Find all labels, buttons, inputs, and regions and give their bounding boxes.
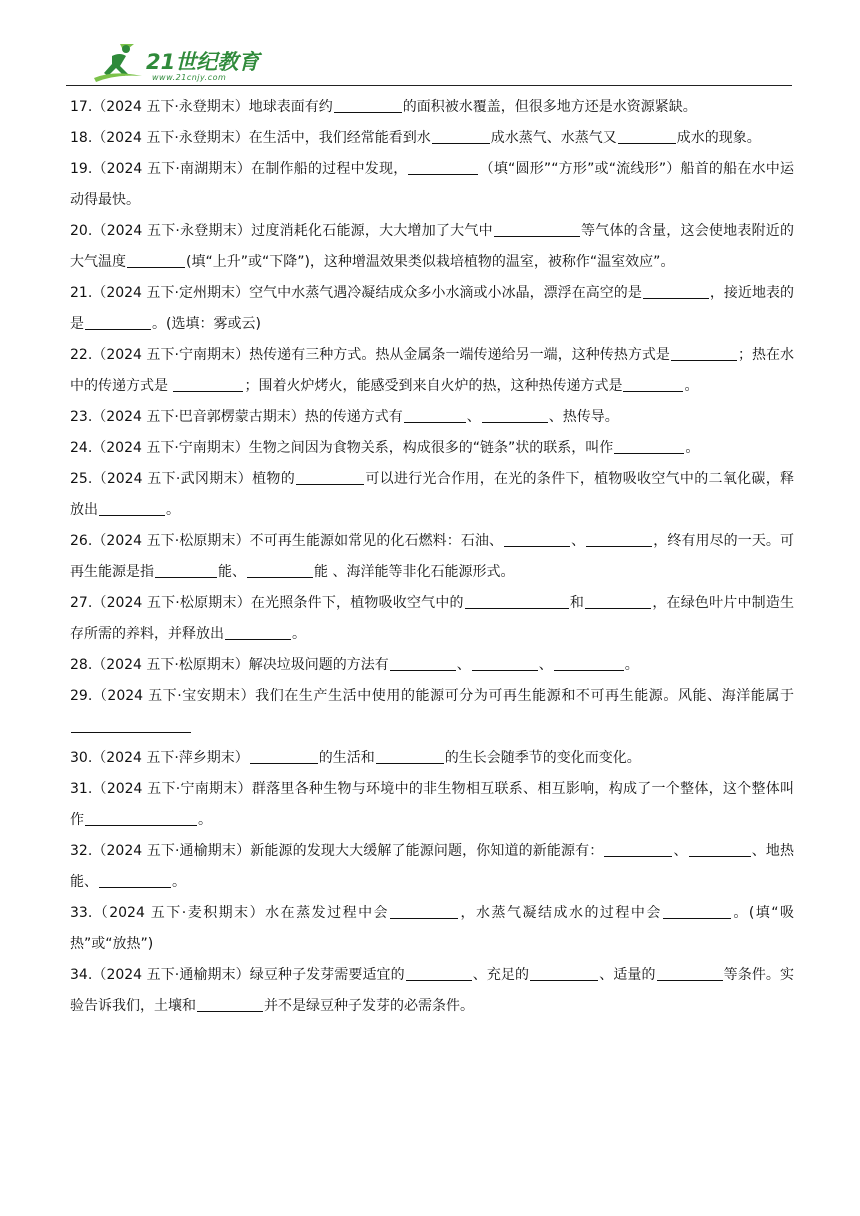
answer-blank[interactable] <box>614 439 684 454</box>
question-number: 32. <box>70 843 93 859</box>
question-number: 25. <box>70 471 93 487</box>
question-number: 33. <box>70 905 93 921</box>
question-text: 。 <box>198 812 212 828</box>
question-23 <box>70 402 794 433</box>
question-text: 、 <box>571 533 586 549</box>
page-header <box>66 38 792 88</box>
question-text: 、适量的 <box>599 967 656 983</box>
question-text: 等条件。实验告诉我们，土壤和 <box>70 967 795 1014</box>
answer-blank[interactable] <box>494 222 580 237</box>
question-source: （2024 五下·宁南期末） <box>92 781 252 797</box>
question-text: 过度消耗化石能源，大大增加了大气中 <box>251 223 493 239</box>
question-text: ，接近地表的是 <box>70 285 795 332</box>
question-text: 成水的现象。 <box>676 130 761 146</box>
answer-blank[interactable] <box>155 563 217 578</box>
question-27 <box>70 588 794 650</box>
question-text: ；围着火炉烤火，能感受到来自火炉的热，这种热传递方式是 <box>244 378 623 394</box>
question-source: （2024 五下·宁南期末） <box>92 347 250 363</box>
logo <box>90 40 260 86</box>
question-text: (填“上升”或“下降”)，这种增温效果类似栽培植物的温室，被称作“温室效应”。 <box>186 254 675 270</box>
question-text: 能 、海洋能等非化石能源形式。 <box>314 564 515 580</box>
question-20 <box>70 216 794 278</box>
answer-blank[interactable] <box>127 253 185 268</box>
question-text: 。 <box>624 657 639 673</box>
question-text: 解决垃圾问题的方法有 <box>248 657 389 673</box>
question-source: （2024 五下·松原期末） <box>92 533 250 549</box>
question-text: 、地热能、 <box>70 843 795 890</box>
question-text: （填“圆形”“方形”或“流线形”）船首的船在水中运动得最快。 <box>70 161 794 208</box>
question-text: 。 <box>172 874 186 890</box>
answer-blank[interactable] <box>71 718 191 733</box>
question-text: 、热传导。 <box>548 409 619 425</box>
question-17 <box>70 92 794 123</box>
question-33 <box>70 898 794 960</box>
question-26 <box>70 526 794 588</box>
question-text: 等气体的含量，这会使地表附近的大气温度 <box>70 223 795 270</box>
question-text: 热的传递方式有 <box>304 409 403 425</box>
question-number: 21. <box>70 285 93 301</box>
answer-blank[interactable] <box>296 470 364 485</box>
answer-blank[interactable] <box>390 904 458 919</box>
answer-blank[interactable] <box>247 563 313 578</box>
answer-blank[interactable] <box>472 656 538 671</box>
answer-blank[interactable] <box>465 594 569 609</box>
answer-blank[interactable] <box>376 749 444 764</box>
answer-blank[interactable] <box>643 284 709 299</box>
question-text: ；热在水中的传递方式是 <box>70 347 795 394</box>
answer-blank[interactable] <box>99 873 171 888</box>
answer-blank[interactable] <box>554 656 624 671</box>
question-source: （2024 五下·通榆期末） <box>92 843 251 859</box>
question-text: 。(选填：雾或云) <box>152 316 261 332</box>
question-text: 、 <box>673 843 688 859</box>
question-30 <box>70 743 794 774</box>
runner-icon <box>90 40 146 84</box>
question-text: 、 <box>456 657 471 673</box>
question-34 <box>70 960 794 1022</box>
question-text: 、充足的 <box>472 967 530 983</box>
question-text: 。 <box>166 502 180 518</box>
question-text: ，在绿色叶片中制造生存所需的养料，并释放出 <box>70 595 795 642</box>
question-number: 29. <box>70 688 93 704</box>
question-number: 19. <box>70 161 93 177</box>
question-number: 18. <box>70 130 93 146</box>
answer-blank[interactable] <box>408 160 478 175</box>
question-text: 的生长会随季节的变化而变化。 <box>444 750 641 766</box>
question-text: 。 <box>684 378 699 394</box>
question-text: 植物的 <box>252 471 296 487</box>
question-text: 空气中水蒸气遇冷凝结成众多小水滴或小冰晶，漂浮在高空的是 <box>249 285 642 301</box>
question-24 <box>70 433 794 464</box>
question-21 <box>70 278 794 340</box>
question-source: （2024 五下·武冈期末） <box>92 471 253 487</box>
question-text: 。 <box>685 440 700 456</box>
question-source: （2024 五下·宝安期末） <box>92 688 256 704</box>
answer-blank[interactable] <box>197 997 263 1012</box>
question-text: 能、 <box>218 564 246 580</box>
answer-blank[interactable] <box>604 842 672 857</box>
logo-url: www.21cnjy.com <box>152 73 227 82</box>
answer-blank[interactable] <box>671 346 737 361</box>
question-text: 在制作船的过程中发现， <box>251 161 408 177</box>
question-text: 。(填“吸热”或“放热”) <box>70 905 795 952</box>
question-number: 28. <box>70 657 93 673</box>
question-text: 新能源的发现大大缓解了能源问题，你知道的新能源有： <box>250 843 604 859</box>
question-number: 23. <box>70 409 93 425</box>
question-text: 绿豆种子发芽需要适宜的 <box>249 967 405 983</box>
question-text: 、 <box>466 409 481 425</box>
question-text: 生物之间因为食物关系，构成很多的“链条”状的联系，叫作 <box>248 440 614 456</box>
answer-blank[interactable] <box>99 501 165 516</box>
question-source: （2024 五下·通榆期末） <box>92 967 250 983</box>
question-source: （2024 五下·永登期末） <box>92 223 252 239</box>
question-28 <box>70 650 794 681</box>
answer-blank[interactable] <box>225 625 291 640</box>
question-text: 不可再生能源如常见的化石燃料：石油、 <box>249 533 504 549</box>
question-25 <box>70 464 794 526</box>
question-text: 成水蒸气、水蒸气又 <box>490 130 617 146</box>
question-text: 地球表面有约 <box>248 99 333 115</box>
question-number: 30. <box>70 750 93 766</box>
question-19 <box>70 154 794 216</box>
answer-blank[interactable] <box>85 811 197 826</box>
question-text: 热传递有三种方式。热从金属条一端传递给另一端，这种传热方式是 <box>249 347 670 363</box>
question-text: 在光照条件下，植物吸收空气中的 <box>250 595 464 611</box>
answer-blank[interactable] <box>663 904 731 919</box>
question-text: 、 <box>538 657 553 673</box>
answer-blank[interactable] <box>585 594 651 609</box>
question-source: （2024 五下·宁南期末） <box>92 440 249 456</box>
question-number: 24. <box>70 440 93 456</box>
question-text: 水在蒸发过程中会 <box>265 905 390 921</box>
question-text: 在生活中，我们经常能看到水 <box>248 130 431 146</box>
answer-blank[interactable] <box>689 842 751 857</box>
question-number: 17. <box>70 99 93 115</box>
question-list <box>70 92 794 1022</box>
question-31 <box>70 774 794 836</box>
question-source: （2024 五下·永登期末） <box>92 99 249 115</box>
question-text: ，终有用尽的一天。可再生能源是指 <box>70 533 794 580</box>
question-text: 并不是绿豆种子发芽的必需条件。 <box>264 998 474 1014</box>
question-22 <box>70 340 794 402</box>
question-source: （2024 五下·永登期末） <box>92 130 249 146</box>
question-number: 34. <box>70 967 93 983</box>
question-source: （2024 五下·萍乡期末） <box>92 750 249 766</box>
question-number: 27. <box>70 595 93 611</box>
question-text: ，水蒸气凝结成水的过程中会 <box>459 905 662 921</box>
question-text: 我们在生产生活中使用的能源可分为可再生能源和不可再生能源。风能、海洋能属于 <box>255 688 795 704</box>
question-18 <box>70 123 794 154</box>
question-number: 22. <box>70 347 93 363</box>
answer-blank[interactable] <box>432 129 490 144</box>
header-divider <box>66 85 792 86</box>
answer-blank[interactable] <box>530 966 598 981</box>
question-29 <box>70 681 794 743</box>
answer-blank[interactable] <box>390 656 456 671</box>
question-number: 20. <box>70 223 93 239</box>
question-source: （2024 五下·南湖期末） <box>92 161 252 177</box>
answer-blank[interactable] <box>504 532 570 547</box>
answer-blank[interactable] <box>406 966 472 981</box>
question-text: 的面积被水覆盖，但很多地方还是水资源紧缺。 <box>402 99 697 115</box>
answer-blank[interactable] <box>482 408 548 423</box>
question-text: 的生活和 <box>318 750 375 766</box>
answer-blank[interactable] <box>618 129 676 144</box>
question-number: 26. <box>70 533 93 549</box>
answer-blank[interactable] <box>657 966 723 981</box>
question-source: （2024 五下·巴音郭楞蒙古期末） <box>92 409 305 425</box>
answer-blank[interactable] <box>404 408 466 423</box>
question-source: （2024 五下·松原期末） <box>92 657 249 673</box>
question-source: （2024 五下·定州期末） <box>92 285 250 301</box>
answer-blank[interactable] <box>173 377 243 392</box>
answer-blank[interactable] <box>250 749 318 764</box>
question-number: 31. <box>70 781 93 797</box>
answer-blank[interactable] <box>334 98 402 113</box>
question-32 <box>70 836 794 898</box>
question-text: 和 <box>569 595 585 611</box>
question-source: （2024 五下·松原期末） <box>92 595 251 611</box>
answer-blank[interactable] <box>623 377 683 392</box>
logo-text: 21世纪教育 <box>146 50 260 74</box>
question-source: （2024 五下·麦积期末） <box>92 905 266 921</box>
answer-blank[interactable] <box>85 315 151 330</box>
question-text: 。 <box>292 626 306 642</box>
question-text: 群落里各种生物与环境中的非生物相互联系、相互影响，构成了一个整体，这个整体叫作 <box>70 781 795 828</box>
answer-blank[interactable] <box>586 532 652 547</box>
question-text: 可以进行光合作用，在光的条件下，植物吸收空气中的二氧化碳，释放出 <box>70 471 795 518</box>
